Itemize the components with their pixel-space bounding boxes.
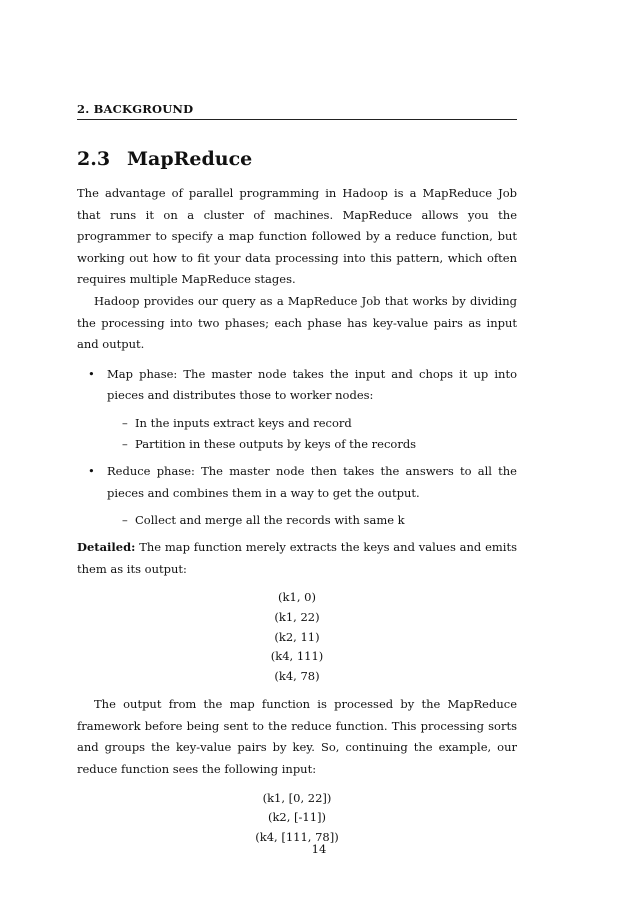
reduce-input-line: (k1, [0, 22]) bbox=[262, 790, 332, 805]
sub-item-text: Collect and merge all the records with same k bbox=[135, 513, 405, 528]
sub-item bbox=[107, 434, 517, 455]
detailed-text: The map function merely extracts the keys and values and emits them as its output: bbox=[77, 540, 517, 576]
map-output-line: (k4, 111) bbox=[270, 649, 324, 664]
running-head: 2. BACKGROUND bbox=[77, 102, 517, 120]
detailed-label: Detailed: bbox=[77, 540, 136, 555]
paragraph-phases: Hadoop provides our query as a MapReduce Job that works by dividing the processing into two phases; each phase has key-value pairs as input and output. bbox=[77, 293, 517, 352]
reduce-phase-sublist bbox=[107, 510, 517, 531]
section-heading bbox=[77, 148, 252, 170]
page-number: 14 bbox=[311, 842, 327, 856]
map-phase-text: Map phase: The master node takes the input and chops it up into pieces and distributes those to worker nodes: bbox=[107, 366, 517, 403]
map-output-line: (k4, 78) bbox=[274, 668, 320, 683]
list-item-reduce-phase bbox=[77, 461, 517, 531]
map-output-line: (k1, 0) bbox=[278, 590, 316, 605]
bullet-glyph: • bbox=[88, 366, 95, 381]
sub-item-text: In the inputs extract keys and record bbox=[135, 415, 352, 430]
bullet-glyph: • bbox=[88, 463, 95, 478]
map-output-line: (k2, 11) bbox=[274, 629, 320, 644]
reduce-input-line: (k4, [111, 78]) bbox=[255, 829, 339, 844]
paragraph-intro: The advantage of parallel programming in Hadoop is a MapReduce Job that runs it on a cluster of machines. MapReduce allows you the programmer to specify a map function followed by a reduce function, but working out how to fit your data processing into this pattern, which often requires multiple MapReduce stages. bbox=[77, 186, 517, 287]
list-item-map-phase bbox=[77, 364, 517, 455]
body-text bbox=[77, 183, 517, 855]
reduce-phase-text: Reduce phase: The master node then takes the answers to all the pieces and combines them in a way to get the output. bbox=[107, 463, 517, 500]
sub-item bbox=[107, 413, 517, 434]
dash-glyph: – bbox=[122, 415, 128, 430]
map-output-block bbox=[77, 588, 517, 686]
dash-glyph: – bbox=[122, 513, 128, 528]
reduce-input-block bbox=[77, 789, 517, 848]
phase-list bbox=[77, 364, 517, 531]
section-title: MapReduce bbox=[127, 148, 253, 170]
sub-item-text: Partition in these outputs by keys of the records bbox=[135, 436, 417, 451]
map-output-line: (k1, 22) bbox=[274, 609, 320, 624]
sub-item bbox=[107, 510, 517, 531]
paragraph-detailed bbox=[77, 537, 517, 580]
reduce-input-line: (k2, [-11]) bbox=[267, 810, 327, 825]
section-number: 2.3 bbox=[77, 148, 111, 170]
dash-glyph: – bbox=[122, 436, 128, 451]
paragraph-framework: The output from the map function is processed by the MapReduce framework before being sent to the reduce function. This processing sorts and groups the key-value pairs by key. So, continuing the example, our reduce function sees the following input: bbox=[77, 697, 517, 777]
map-phase-sublist bbox=[107, 413, 517, 455]
